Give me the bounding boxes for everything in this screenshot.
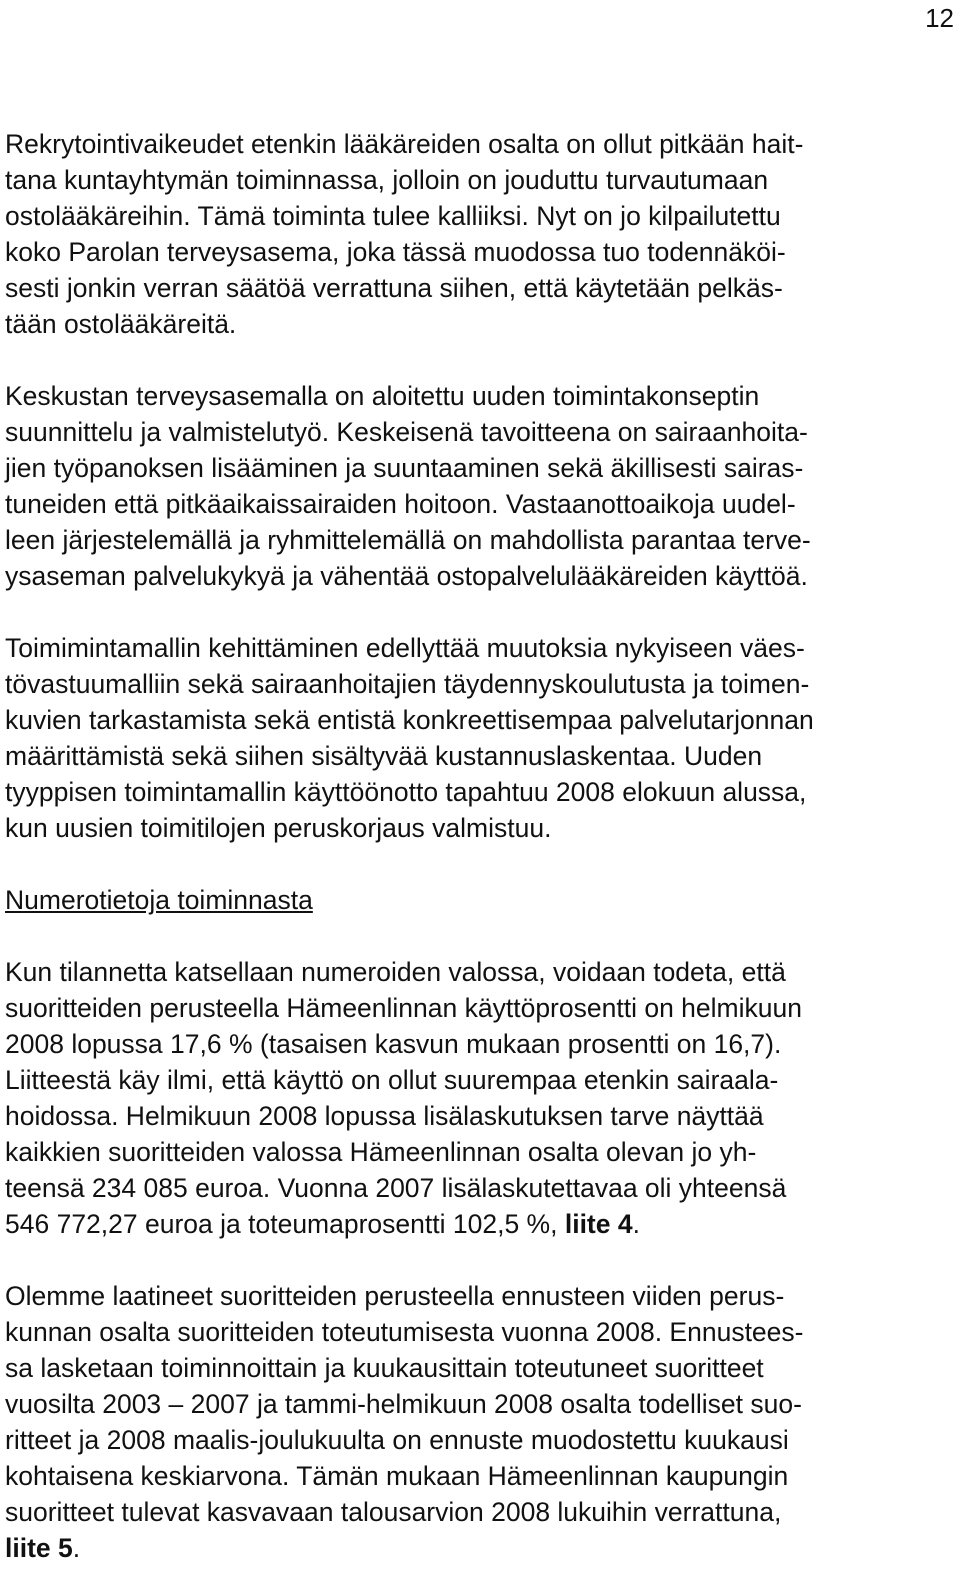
text-line: tana kuntayhtymän toiminnassa, jolloin on jouduttu turvautumaan: [5, 165, 769, 195]
text-line: koko Parolan terveysasema, joka tässä muodossa tuo todennäköi-: [5, 237, 786, 267]
text-line: Olemme laatineet suoritteiden perusteella ennusteen viiden perus-: [5, 1281, 785, 1311]
paragraph-spacer: [5, 918, 953, 954]
text-line: kaikkien suoritteiden valossa Hämeenlinnan osalta olevan jo yh-: [5, 1137, 757, 1167]
text-line: Keskustan terveysasemalla on aloitettu uuden toimintakonseptin: [5, 381, 760, 411]
text-line: [5, 1530, 953, 1566]
text-line: hoidossa. Helmikuun 2008 lopussa lisälaskutuksen tarve näyttää: [5, 1101, 764, 1131]
paragraph-health-center-concept: [5, 378, 953, 594]
paragraph-usage-figures: [5, 954, 953, 1242]
appendix-reference: liite 4: [564, 1209, 633, 1239]
text-line: kun uusien toimitilojen peruskorjaus valmistuu.: [5, 813, 552, 843]
text-line: teensä 234 085 euroa. Vuonna 2007 lisälaskutettavaa oli yhteensä: [5, 1173, 787, 1203]
text-line: sa lasketaan toiminnoittain ja kuukausittain toteutuneet suoritteet: [5, 1353, 764, 1383]
text-line: kunnan osalta suoritteiden toteutumisesta vuonna 2008. Ennustees-: [5, 1317, 804, 1347]
text-line: vuosilta 2003 – 2007 ja tammi-helmikuun 2008 osalta todelliset suo-: [5, 1389, 802, 1419]
text-line: sesti jonkin verran säätöä verrattuna siihen, että käytetään pelkäs-: [5, 273, 783, 303]
text-line: Toimimintamallin kehittäminen edellyttää muutoksia nykyiseen väes-: [5, 633, 805, 663]
text-line: [5, 1206, 953, 1242]
text-segment: .: [632, 1209, 640, 1239]
text-line: määrittämistä sekä siihen sisältyvää kustannuslaskentaa. Uuden: [5, 741, 763, 771]
paragraph-spacer: [5, 846, 953, 882]
text-line: ritteet ja 2008 maalis-joulukuulta on ennuste muodostettu kuukausi: [5, 1425, 789, 1455]
text-line: Rekrytointivaikeudet etenkin lääkäreiden osalta on ollut pitkään hait-: [5, 129, 804, 159]
section-heading: [5, 882, 953, 918]
text-line: suunnittelu ja valmistelutyö. Keskeisenä tavoitteena on sairaanhoita-: [5, 417, 808, 447]
text-line: tuneiden että pitkäaikaissairaiden hoitoon. Vastaanottoaikoja uudel-: [5, 489, 796, 519]
text-line: kuvien tarkastamista sekä entistä konkreettisempaa palvelutarjonnan: [5, 705, 814, 735]
text-line: Liitteestä käy ilmi, että käyttö on ollut suurempaa etenkin sairaala-: [5, 1065, 779, 1095]
paragraph-spacer: [5, 594, 953, 630]
text-line: 2008 lopussa 17,6 % (tasaisen kasvun mukaan prosentti on 16,7).: [5, 1029, 782, 1059]
text-line: suoritteet tulevat kasvavaan talousarvion 2008 lukuihin verrattuna,: [5, 1497, 782, 1527]
text-segment: .: [72, 1533, 81, 1563]
text-line: ysaseman palvelukykyä ja vähentää ostopalvelulääkäreiden käyttöä.: [5, 561, 808, 591]
text-line: leen järjestelemällä ja ryhmittelemällä on mahdollista parantaa terve-: [5, 525, 811, 555]
text-line: kohtaisena keskiarvona. Tämän mukaan Hämeenlinnan kaupungin: [5, 1461, 789, 1491]
paragraph-spacer: [5, 1242, 953, 1278]
text-line: ostolääkäreihin. Tämä toiminta tulee kalliiksi. Nyt on jo kilpailutettu: [5, 201, 781, 231]
document-body: [5, 126, 953, 1566]
text-line: tövastuumalliin sekä sairaanhoitajien täydennyskoulutusta ja toimen-: [5, 669, 810, 699]
paragraph-recruitment: [5, 126, 953, 342]
paragraph-operating-model: [5, 630, 953, 846]
text-line: tyyppisen toimintamallin käyttöönotto tapahtuu 2008 elokuun alussa,: [5, 777, 807, 807]
text-line: suoritteiden perusteella Hämeenlinnan käyttöprosentti on helmikuun: [5, 993, 802, 1023]
text-segment: 546 772,27 euroa ja toteumaprosentti 102,5 %,: [5, 1209, 565, 1239]
page-number: 12: [925, 3, 954, 33]
paragraph-spacer: [5, 342, 953, 378]
paragraph-forecast: [5, 1278, 953, 1566]
text-line: jien työpanoksen lisääminen ja suuntaaminen sekä äkillisesti sairas-: [5, 453, 804, 483]
text-line: tään ostolääkäreitä.: [5, 309, 237, 339]
section-heading-text: Numerotietoja toiminnasta: [5, 885, 313, 915]
text-line: Kun tilannetta katsellaan numeroiden valossa, voidaan todeta, että: [5, 957, 786, 987]
appendix-reference: liite 5: [5, 1533, 73, 1563]
